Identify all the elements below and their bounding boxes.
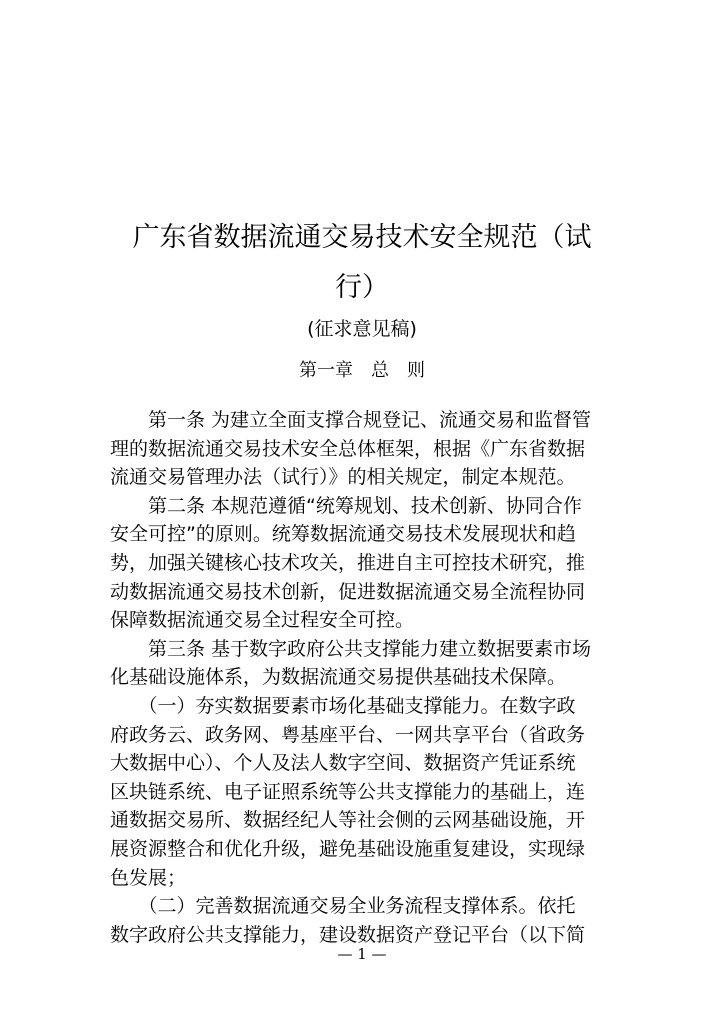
body-line: 第二条 本规范遵循“统筹规划、技术创新、协同合作 [110,494,582,517]
body-line: 通数据交易所、数据经纪人等社会侧的云网基础设施，开 [110,809,586,832]
body-line: （一）夯实数据要素市场化基础支撑能力。在数字政 [110,695,576,717]
body-line: 展资源整合和优化升级，避免基础设施重复建设，实现绿 [110,838,586,860]
body-line: 化基础设施体系，为数据流通交易提供基础技术保障。 [110,666,567,689]
body-line: 大数据中心）、个人及法人数字空间、数据资产凭证系统 [110,752,576,775]
body-line: 第三条 基于数字政府公共支撑能力建立数据要素市场 [110,637,592,660]
body-line: 第一条 为建立全面支撑合规登记、流通交易和监督管 [110,409,592,431]
body-line: 数字政府公共支撑能力，建设数据资产登记平台（以下简 [110,923,586,946]
body-line: （二）完善数据流通交易全业务流程支撑体系。依托 [110,895,576,918]
body-line: 势，加强关键核心技术攻关，推进自主可控技术研究，推 [110,552,586,574]
body-line: 色发展； [110,866,187,889]
body-line: 区块链系统、电子证照系统等公共支撑能力的基础上，连 [110,780,586,803]
body-line: 府政务云、政务网、粤基座平台、一网共享平台（省政务 [110,723,586,746]
body-line: 保障数据流通交易全过程安全可控。 [110,609,415,632]
document-title-line-1: 广东省数据流通交易技术安全规范（试 [132,222,592,253]
chapter-heading: 第一章 总 则 [299,360,425,381]
body-line: 流通交易管理办法（试行）》的相关规定，制定本规范。 [110,466,576,489]
body-line: 动数据流通交易技术创新，促进数据流通交易全流程协同 [110,580,586,603]
document-title-line-2: 行） [335,272,389,303]
page-number: — 1 — [337,945,387,963]
body-line: 理的数据流通交易技术安全总体框架，根据《广东省数据 [110,437,586,460]
document-subtitle: (征求意见稿) [307,318,417,340]
body-line: 安全可控”的原则。统筹数据流通交易技术发展现状和趋 [110,523,576,546]
